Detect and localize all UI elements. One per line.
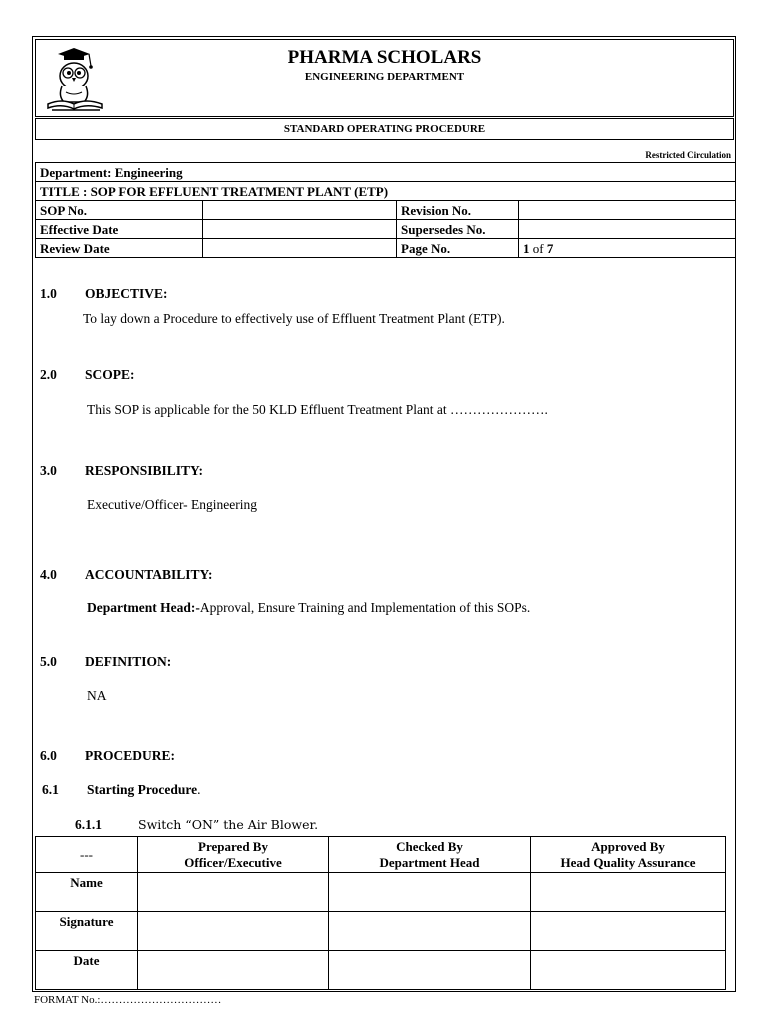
checked-by-label: Checked By bbox=[396, 838, 463, 854]
section-number: 2.0 bbox=[40, 367, 57, 382]
section-number: 4.0 bbox=[40, 567, 57, 582]
checked-by-role: Department Head bbox=[379, 854, 480, 870]
approved-by-label: Approved By bbox=[591, 838, 665, 854]
definition-text: NA bbox=[87, 688, 107, 703]
section-number: 5.0 bbox=[40, 654, 57, 669]
document-header bbox=[35, 39, 734, 117]
section-title: PROCEDURE: bbox=[85, 748, 175, 763]
scope-text: This SOP is applicable for the 50 KLD Effluent Treatment Plant at …………………. bbox=[87, 402, 548, 417]
subsection-title bbox=[87, 782, 200, 798]
checked-name-field[interactable] bbox=[329, 873, 531, 912]
accountability-text bbox=[87, 600, 530, 616]
revision-label: Revision No. bbox=[397, 201, 519, 220]
title-cell: TITLE : SOP FOR EFFLUENT TREATMENT PLANT (ETP) bbox=[36, 182, 736, 201]
accountability-detail: Approval, Ensure Training and Implementation of this SOPs. bbox=[199, 600, 531, 615]
page-total: 7 bbox=[546, 240, 554, 256]
checked-date-field[interactable] bbox=[329, 951, 531, 990]
section-title: DEFINITION: bbox=[85, 654, 172, 669]
section-title: RESPONSIBILITY: bbox=[85, 463, 204, 478]
revision-value bbox=[519, 201, 736, 220]
page-no-value bbox=[519, 239, 736, 258]
prepared-date-field[interactable] bbox=[138, 951, 329, 990]
prepared-name-field[interactable] bbox=[138, 873, 329, 912]
review-date-label: Review Date bbox=[36, 239, 203, 258]
prepared-by-header bbox=[138, 837, 329, 873]
review-date-value bbox=[203, 239, 397, 258]
effective-date-value bbox=[203, 220, 397, 239]
section-title: SCOPE: bbox=[85, 367, 135, 382]
department-cell: Department: Engineering bbox=[36, 163, 736, 182]
sop-metadata-table bbox=[35, 162, 736, 258]
section-number: 3.0 bbox=[40, 463, 57, 478]
supersedes-value bbox=[519, 220, 736, 239]
section-title: OBJECTIVE: bbox=[85, 286, 168, 301]
department-name: ENGINEERING DEPARTMENT bbox=[304, 71, 465, 83]
accountability-role: Department Head:- bbox=[87, 600, 200, 615]
section-number: 1.0 bbox=[40, 286, 57, 301]
responsibility-text: Executive/Officer- Engineering bbox=[87, 497, 258, 512]
objective-text: To lay down a Procedure to effectively use of Effluent Treatment Plant (ETP). bbox=[83, 311, 505, 326]
document-type: STANDARD OPERATING PROCEDURE bbox=[35, 118, 734, 140]
effective-date-label: Effective Date bbox=[36, 220, 203, 239]
subsection-title-text: Starting Procedure bbox=[87, 782, 198, 797]
approved-signature-field[interactable] bbox=[531, 912, 726, 951]
name-row-label: Name bbox=[36, 873, 138, 912]
signoff-corner: --- bbox=[36, 837, 138, 873]
subsection-title-dot: . bbox=[197, 782, 201, 797]
page-no-label: Page No. bbox=[397, 239, 519, 258]
section-title: ACCOUNTABILITY: bbox=[85, 567, 213, 582]
checked-by-header bbox=[329, 837, 531, 873]
step-text: Switch “ON” the Air Blower. bbox=[138, 817, 319, 832]
circulation-note: Restricted Circulation bbox=[645, 150, 731, 160]
page-current: 1 bbox=[523, 240, 530, 256]
supersedes-label: Supersedes No. bbox=[397, 220, 519, 239]
page-of: of bbox=[529, 240, 547, 256]
approved-date-field[interactable] bbox=[531, 951, 726, 990]
approved-by-role: Head Quality Assurance bbox=[560, 854, 696, 870]
prepared-signature-field[interactable] bbox=[138, 912, 329, 951]
format-number: FORMAT No.:…………………………… bbox=[34, 994, 222, 1006]
approved-by-header bbox=[531, 837, 726, 873]
subsection-number: 6.1 bbox=[42, 782, 59, 797]
checked-signature-field[interactable] bbox=[329, 912, 531, 951]
sop-no-label: SOP No. bbox=[36, 201, 203, 220]
prepared-by-role: Officer/Executive bbox=[184, 854, 282, 870]
approved-name-field[interactable] bbox=[531, 873, 726, 912]
sop-no-value bbox=[203, 201, 397, 220]
date-row-label: Date bbox=[36, 951, 138, 990]
step-number: 6.1.1 bbox=[75, 817, 102, 832]
signature-row-label: Signature bbox=[36, 912, 138, 951]
organization-name: PHARMA SCHOLARS bbox=[287, 47, 482, 68]
signoff-table bbox=[35, 836, 726, 990]
section-number: 6.0 bbox=[40, 748, 57, 763]
prepared-by-label: Prepared By bbox=[198, 838, 268, 854]
